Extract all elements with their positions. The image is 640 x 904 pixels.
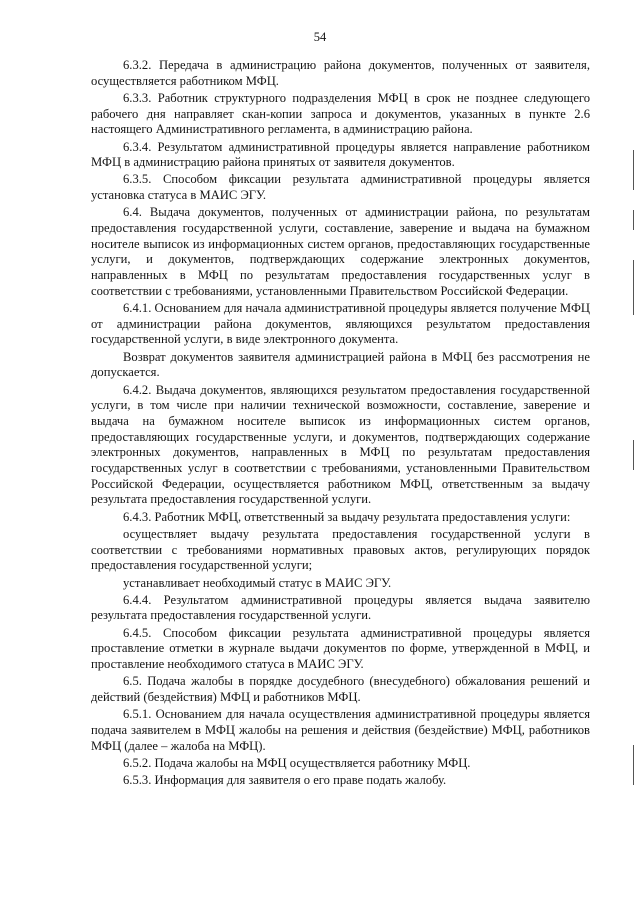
paragraph-6-5: 6.5. Подача жалобы в порядке досудебного (внесудебного) обжалования решений и действий (бездействия) МФЦ и работников МФЦ. <box>91 674 590 704</box>
paragraph-6-5-2: 6.5.2. Подача жалобы на МФЦ осуществляется работнику МФЦ. <box>123 755 471 770</box>
paragraph-6-3-4: 6.3.4. Результатом административной процедуры является направление работником МФЦ в администрацию района принятых от заявителя документов. <box>91 139 590 170</box>
document-body <box>91 58 590 790</box>
paragraph-6-4-1: 6.4.1. Основанием для начала административной процедуры является получение МФЦ от администрации района документов, являющихся результатом предоставления государственной услуги, в виде электронного документа. <box>91 301 590 347</box>
paragraph-6-5-1: 6.5.1. Основанием для начала осуществления административной процедуры является подача заявителем в МФЦ жалобы на решения и действия (бездействие) МФЦ, работников МФЦ (далее – жалоба на МФЦ). <box>91 707 590 753</box>
paragraph-6-4-4: 6.4.4. Результатом административной процедуры является выдача заявителю результата предоставления государственной услуги. <box>91 592 590 623</box>
paragraph-6-3-2: 6.3.2. Передача в администрацию района документов, полученных от заявителя, осуществляется работником МФЦ. <box>91 58 590 88</box>
paragraph-6-3-5: 6.3.5. Способом фиксации результата административной процедуры является установка статуса в МАИС ЭГУ. <box>91 172 590 203</box>
scan-edge-mark <box>633 210 634 230</box>
paragraph-6-4-3-item-2: устанавливает необходимый статус в МАИС ЭГУ. <box>123 575 392 590</box>
paragraph-6-4-5: 6.4.5. Способом фиксации результата административной процедуры является проставление отметки в журнале выдачи документов по форме, утвержденной в МФЦ, и проставление необходимого статуса в МАИС ЭГУ. <box>91 625 590 672</box>
paragraph-6-3-3: 6.3.3. Работник структурного подразделения МФЦ в срок не позднее следующего рабочего дня направляет скан-копии запроса и документов, указанных в пункте 2.6 настоящего Административного регламента, в администрацию района. <box>91 90 590 137</box>
paragraph-6-4-2: 6.4.2. Выдача документов, являющихся результатом предоставления государственной услуги, в том числе при наличии технической возможности, составление, заверение и выдача на бумажном носителе выписок из информационных систем органов, предоставляющих государственные услуги, и документов, подтверждающих содержание электронных документов, направленных в МФЦ по результатам предоставления государственных услуг в соответствии с требованиями, установленными Правительством Российской Федерации, осуществляется работником МФЦ, ответственным за выдачу результата предоставления государственной услуги. <box>91 382 590 507</box>
paragraph-6-4-3: 6.4.3. Работник МФЦ, ответственный за выдачу результата предоставления услуги: <box>123 509 571 524</box>
page-number: 54 <box>313 30 327 44</box>
paragraph-6-5-3: 6.5.3. Информация для заявителя о его праве подать жалобу. <box>123 772 447 787</box>
paragraph-6-4: 6.4. Выдача документов, полученных от администрации района, по результатам предоставления государственной услуги, составление, заверение и выдача на бумажном носителе выписок из информационных систем органов, предоставляющих государственные услуги, и документов, подтверждающих содержание электронных документов, направленных в МФЦ по результатам предоставления государственных услуг в соответствии с требованиями, установленными Правительством Российской Федерации. <box>91 205 590 298</box>
scan-edge-mark <box>633 150 634 190</box>
paragraph-6-4-3-item-1: осуществляет выдачу результата предоставления государственной услуги в соответствии с требованиями нормативных правовых актов, регулирующих порядок предоставления государственной услуги; <box>91 526 590 573</box>
scan-edge-mark <box>633 260 634 315</box>
scan-edge-mark <box>633 440 634 470</box>
scan-edge-mark <box>633 745 634 785</box>
paragraph-6-4-1-return: Возврат документов заявителя администрацией района в МФЦ без рассмотрения не допускается. <box>91 349 590 380</box>
